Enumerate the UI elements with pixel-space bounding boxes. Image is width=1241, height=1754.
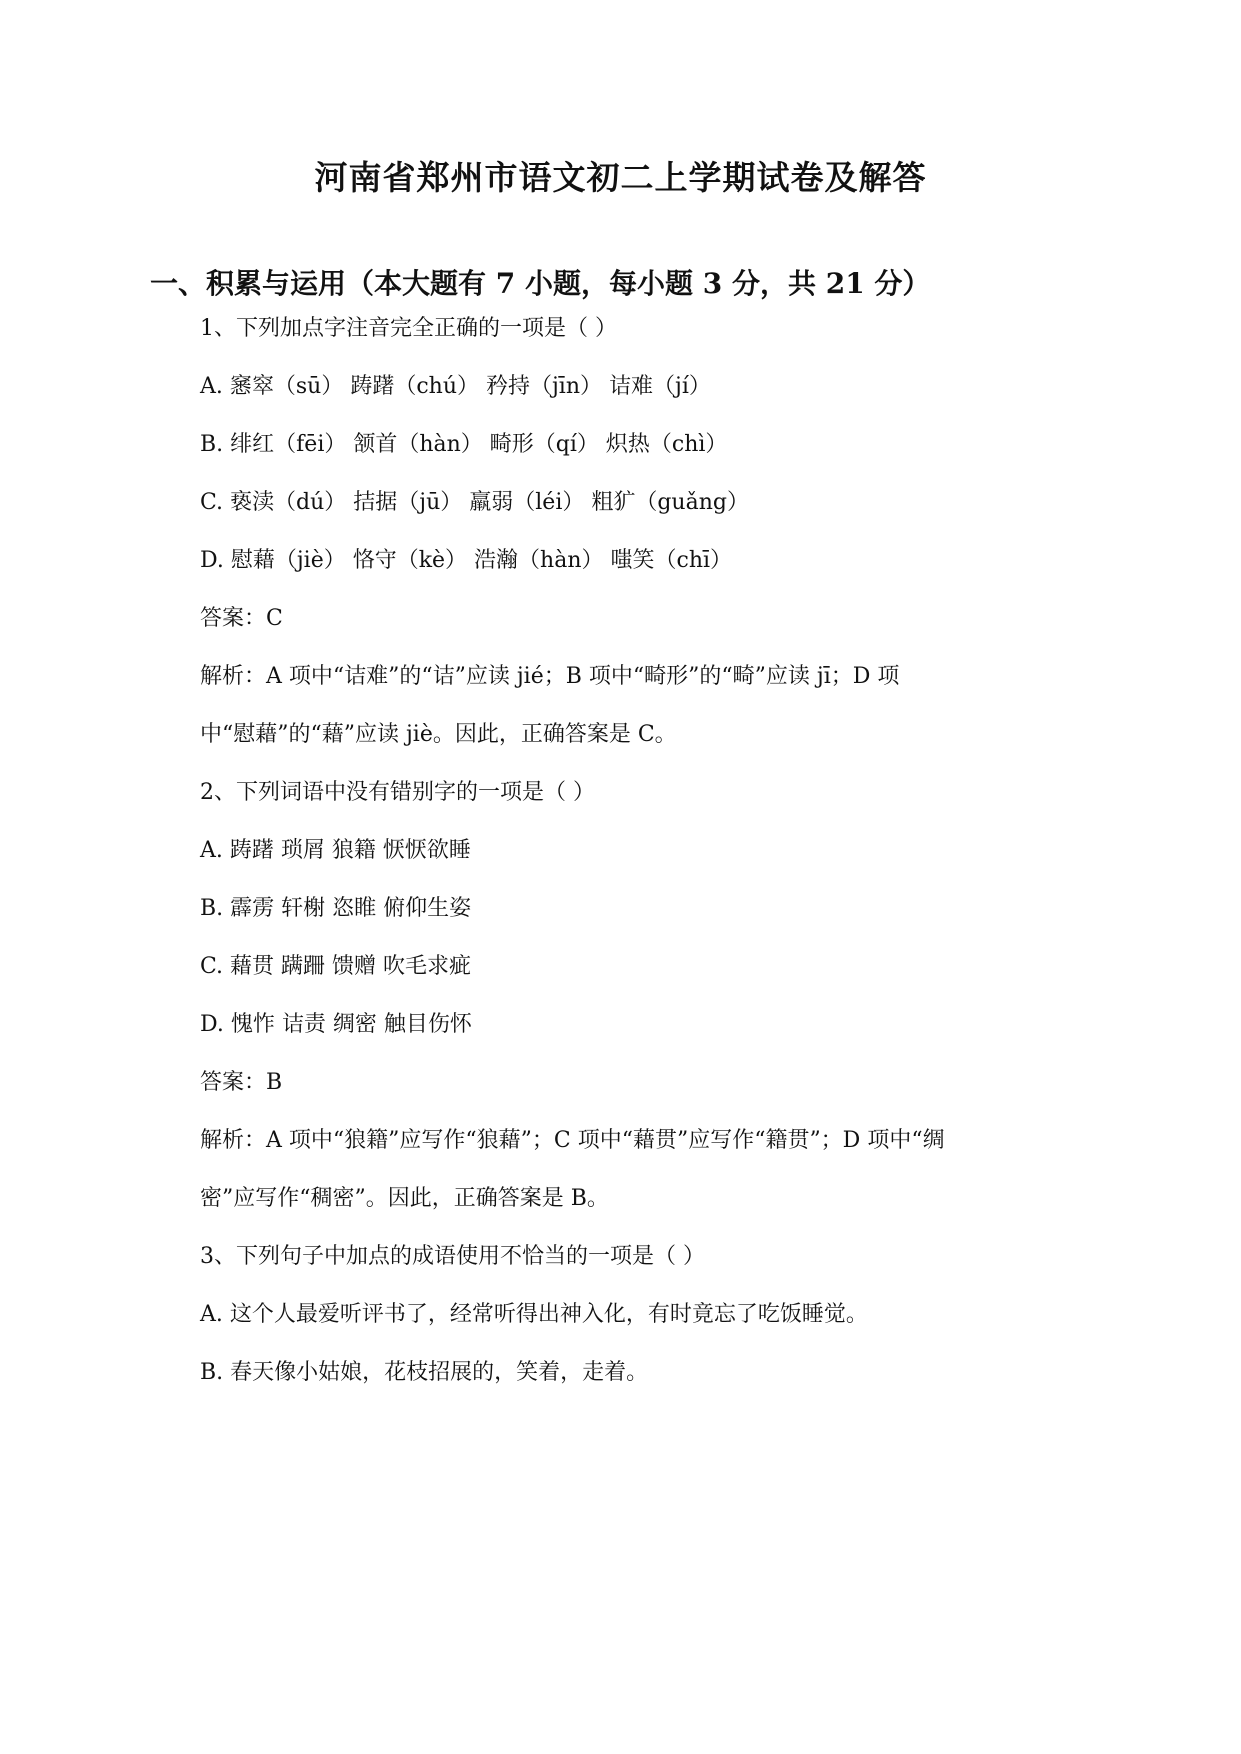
question-1-answer: 答案：C — [200, 606, 283, 631]
question-1-option-d: D. 慰藉（jiè） 恪守（kè） 浩瀚（hàn） 嗤笑（chī） — [200, 548, 733, 573]
question-2-option-a: A. 踌躇 琐屑 狼籍 恹恹欲睡 — [200, 838, 471, 863]
question-2-answer: 答案：B — [200, 1070, 283, 1095]
question-1-stem: 1、下列加点字注音完全正确的一项是（ ） — [200, 316, 617, 341]
question-3-option-a: A. 这个人最爱听评书了，经常听得出神入化，有时竟忘了吃饭睡觉。 — [200, 1302, 868, 1327]
question-2-option-b: B. 霹雳 轩榭 恣睢 俯仰生姿 — [200, 896, 472, 921]
question-3-option-b: B. 春天像小姑娘，花枝招展的，笑着，走着。 — [200, 1360, 649, 1385]
question-2-analysis-line-1: 解析：A 项中“狼籍”应写作“狼藉”；C 项中“藉贯”应写作“籍贯”；D 项中“绸 — [200, 1128, 945, 1153]
question-2-option-d: D. 愧怍 诘责 绸密 触目伤怀 — [200, 1012, 472, 1037]
question-1-option-b: B. 绯红（fēi） 颔首（hàn） 畸形（qí） 炽热（chì） — [200, 432, 728, 457]
question-1-analysis-line-2: 中“慰藉”的“藉”应读 jiè。因此，正确答案是 C。 — [200, 722, 677, 747]
document-title: 河南省郑州市语文初二上学期试卷及解答 — [314, 158, 927, 197]
section-heading: 一、积累与运用（本大题有 7 小题，每小题 3 分，共 21 分） — [150, 267, 931, 300]
question-2-option-c: C. 藉贯 蹒跚 馈赠 吹毛求疵 — [200, 954, 472, 979]
question-1-option-c: C. 亵渎（dú） 拮据（jū） 羸弱（léi） 粗犷（guǎng） — [200, 490, 749, 515]
question-1-analysis-line-1: 解析：A 项中“诘难”的“诘”应读 jié；B 项中“畸形”的“畸”应读 jī；D 项 — [200, 664, 900, 689]
question-2-analysis-line-2: 密”应写作“稠密”。因此，正确答案是 B。 — [200, 1186, 609, 1211]
question-1-option-a: A. 窸窣（sū） 踌躇（chú） 矜持（jīn） 诘难（jí） — [200, 374, 711, 399]
question-3-stem: 3、下列句子中加点的成语使用不恰当的一项是（ ） — [200, 1244, 705, 1269]
question-2-stem: 2、下列词语中没有错别字的一项是（ ） — [200, 780, 595, 805]
